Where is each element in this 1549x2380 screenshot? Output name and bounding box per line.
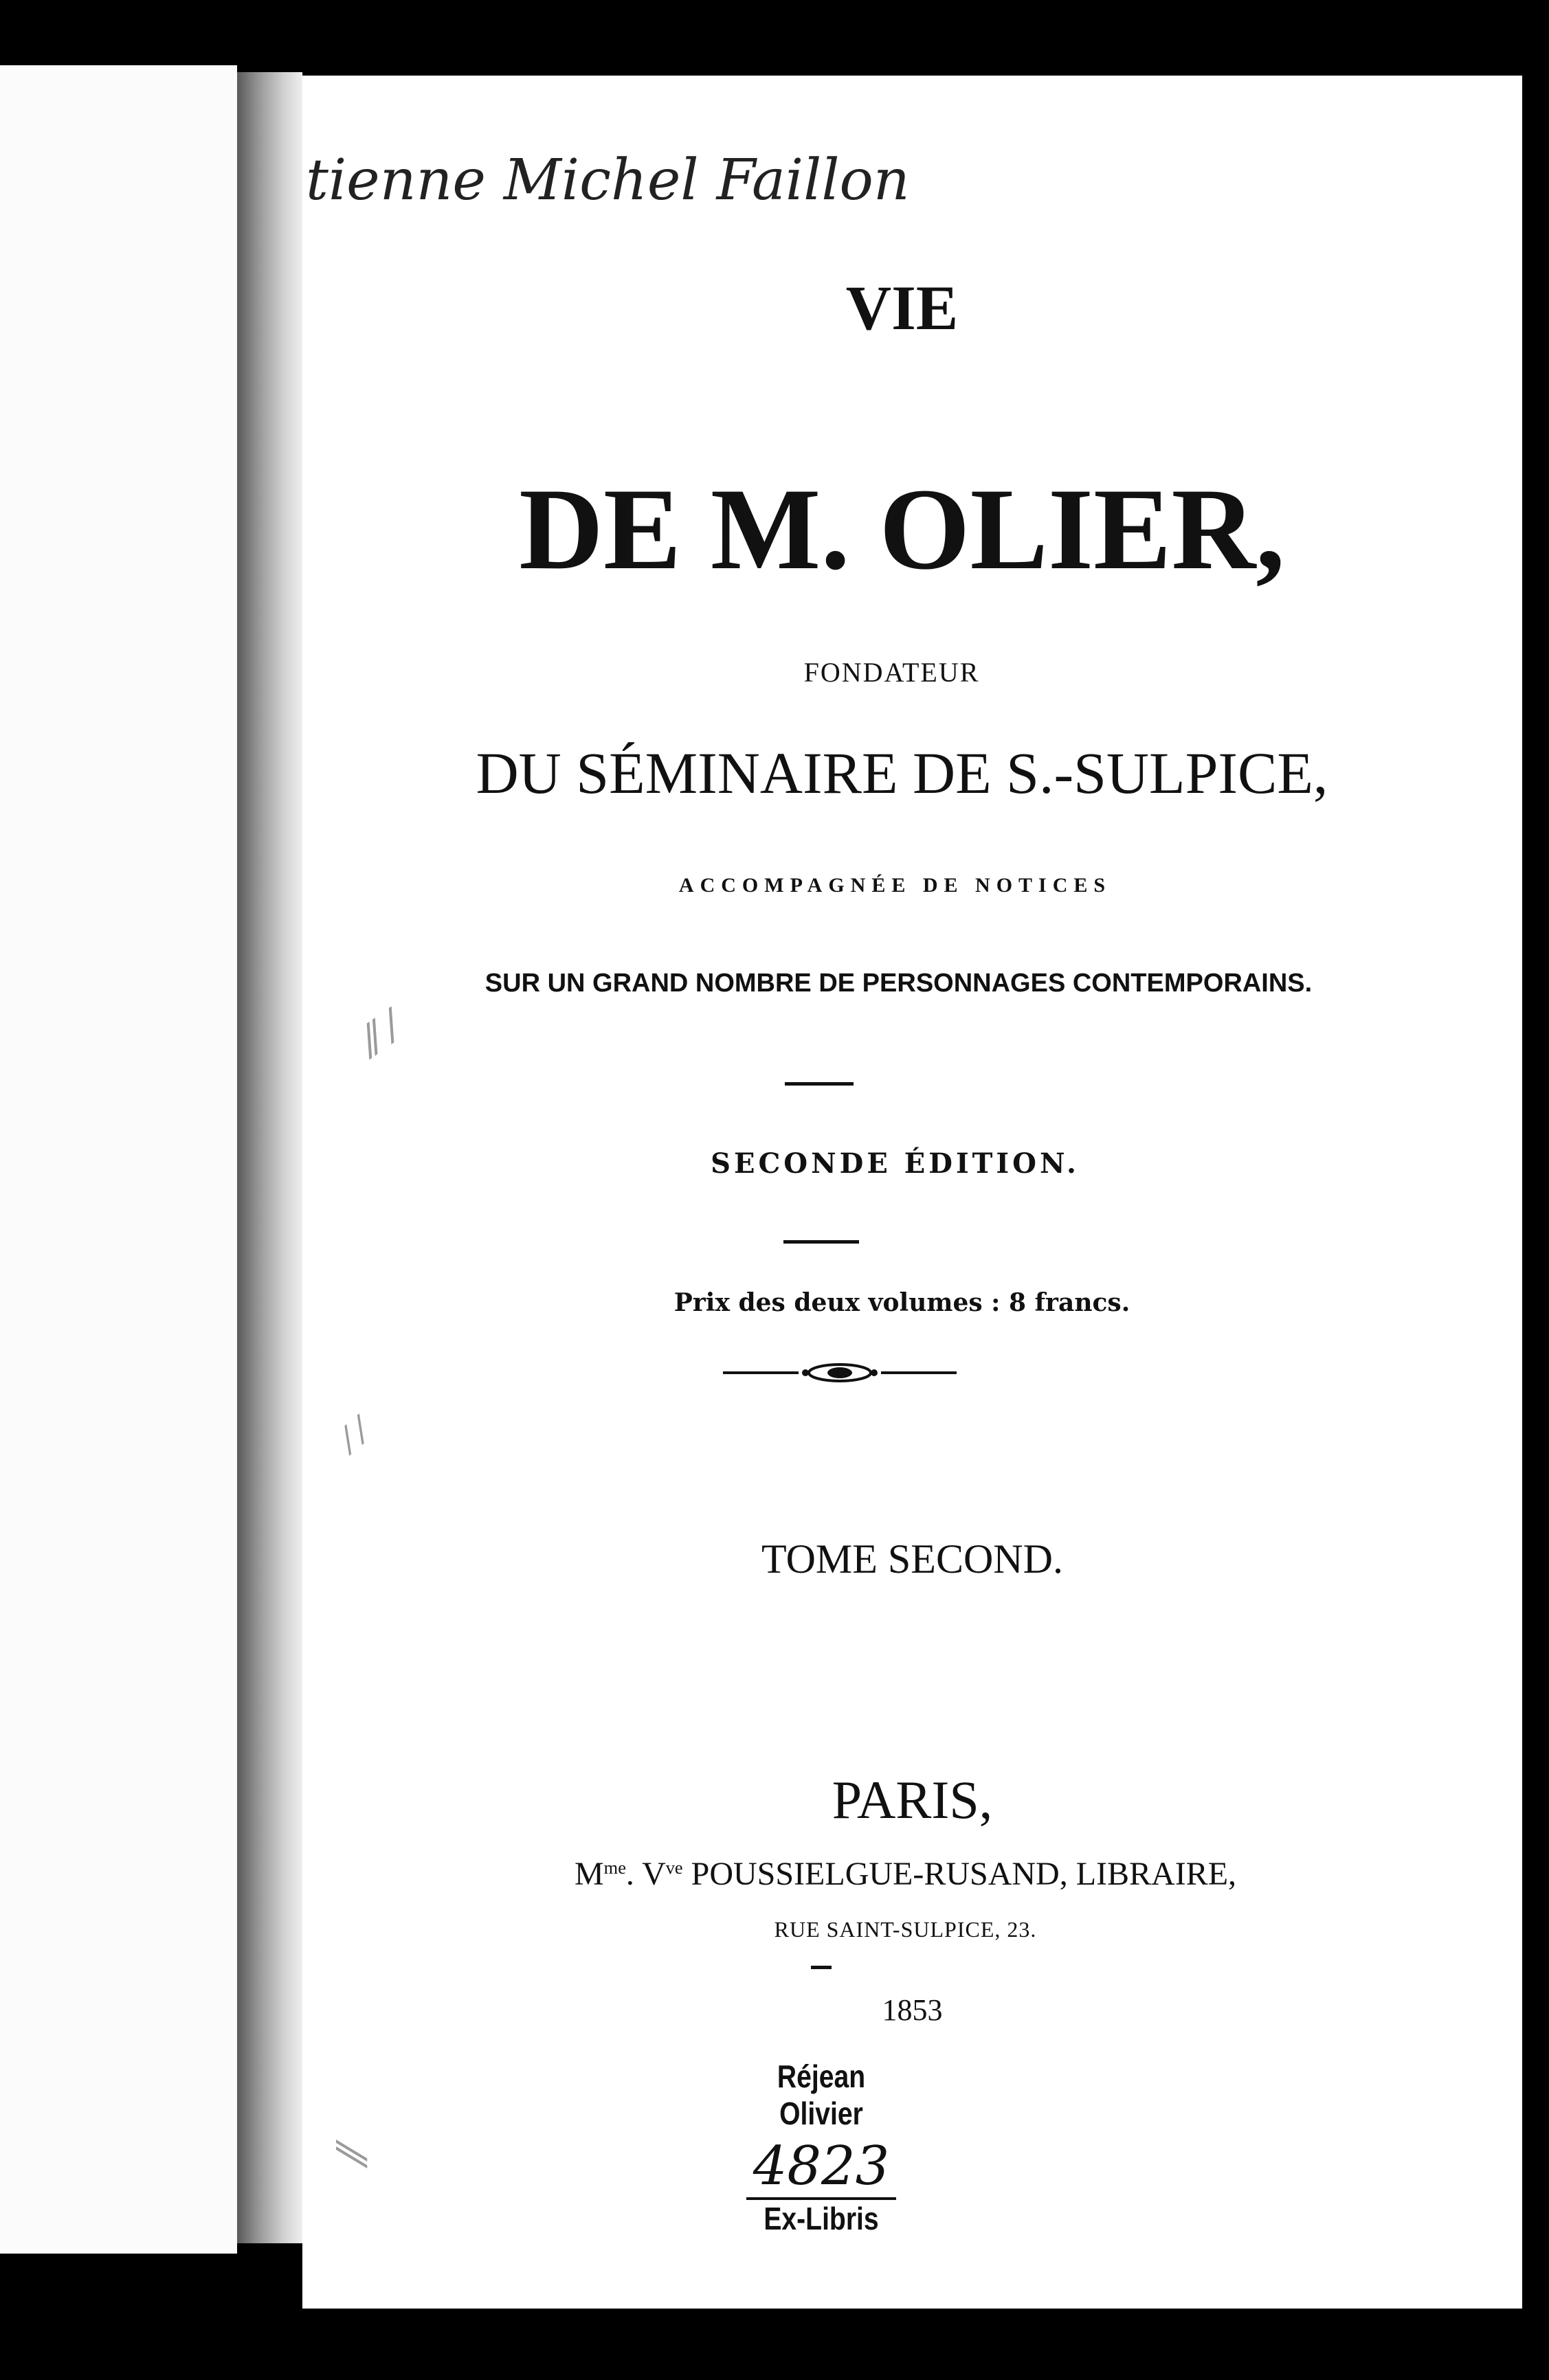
stamp-line-olivier: Olivier — [779, 2096, 863, 2131]
divider-rule — [811, 1966, 832, 1969]
city-label: PARIS, — [832, 1770, 993, 1830]
tome-label: TOME SECOND. — [761, 1536, 1063, 1582]
left-page-edge — [0, 65, 237, 2254]
edition-label: SECONDE ÉDITION. — [711, 1147, 1080, 1180]
publisher-title: $M^{me}$. $V^{ve}$ — [574, 1856, 683, 1892]
subtitle-notices: ACCOMPAGNÉE DE NOTICES — [678, 874, 1112, 897]
ornament-divider-icon — [723, 1359, 957, 1387]
title-main: DE M. OLIER, — [519, 464, 1285, 594]
year-label: 1853 — [882, 1993, 943, 2027]
handwritten-signature: tienne Michel Faillon — [306, 148, 910, 213]
publisher-line — [296, 1855, 1515, 1893]
pencil-marks: ⁄⁄ — [326, 2146, 375, 2162]
title-page — [302, 76, 1522, 2309]
price-label: Prix des deux volumes : 8 francs. — [673, 1288, 1130, 1317]
address-label: RUE SAINT-SULPICE, 23. — [774, 1917, 1037, 1942]
pencil-marks: ⁄ ⁄ — [333, 1413, 377, 1458]
stamp-line-rejean: Réjean — [777, 2058, 866, 2094]
divider-rule — [783, 1240, 859, 1244]
stamp-line-exlibris: Ex-Libris — [764, 2201, 879, 2236]
title-vie: VIE — [845, 273, 959, 343]
stamp-number: 4823 — [746, 2135, 897, 2200]
divider-rule — [785, 1082, 854, 1086]
publisher-name: POUSSIELGUE-RUSAND, LIBRAIRE, — [691, 1856, 1237, 1892]
subtitle-seminaire: DU SÉMINAIRE DE S.-SULPICE, — [476, 740, 1328, 806]
ex-libris-stamp — [742, 2058, 900, 2237]
subtitle-fondateur: FONDATEUR — [803, 657, 980, 688]
subtitle-personnages: SUR UN GRAND NOMBRE DE PERSONNAGES CONTEMPORAINS. — [484, 969, 1313, 998]
pencil-marks: ⁄⁄ ⁄ — [353, 1004, 409, 1064]
